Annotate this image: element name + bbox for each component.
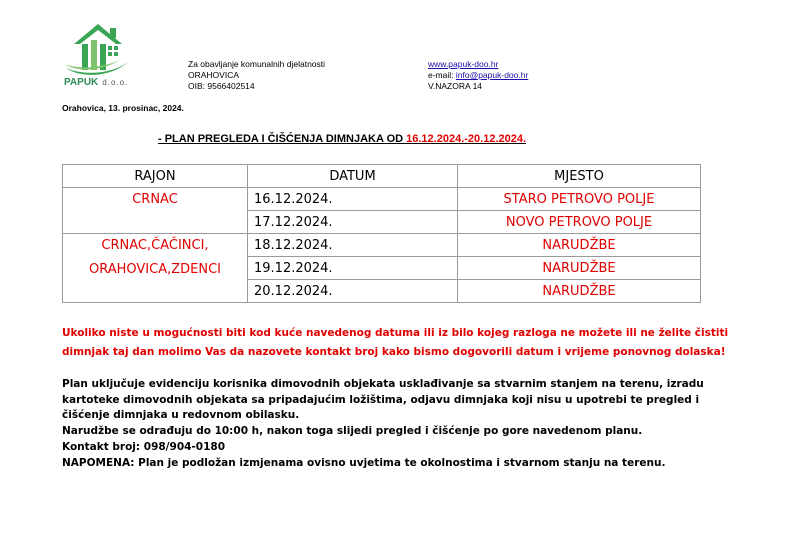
mjesto-cell: NOVO PETROVO POLJE [458,211,701,234]
paragraph-plan-scope: Plan uključuje evidenciju korisnika dimovodnih objekata usklađivanje sa stvarnim stanjem na terenu, izradu kartoteke dimovodnih objekata sa pripadajućim ložištima, odjavu dimnjaka koji nisu u upotrebi te pregled i čišćenje dimnjaka u redovnom obilasku. [62,378,704,422]
company-info [188,59,325,92]
table-row [63,234,701,257]
email-label: e-mail: [428,70,456,80]
header-rajon: RAJON [63,165,248,188]
mjesto-cell: NARUDŽBE [458,257,701,280]
header-datum: DATUM [248,165,458,188]
plan-title-range: 16.12.2024.-20.12.2024. [406,133,527,145]
header-mjesto: MJESTO [458,165,701,188]
paragraph-orders: Narudžbe se odrađuju do 10:00 h, nakon toga slijedi pregled i čišćenje po gore navedenom planu. [62,425,643,438]
datum-cell: 17.12.2024. [248,211,458,234]
company-oib: OIB: 9566402514 [188,81,255,91]
plan-title [158,133,526,145]
plan-description [62,377,742,471]
contact-info [428,59,528,92]
rajon-line-2: ORAHOVICA,ZDENCI [88,262,221,277]
paragraph-contact: Kontakt broj: 098/904-0180 [62,440,226,453]
rajon-line-1: CRNAC,ČAČINCI, [101,238,209,253]
datum-cell: 16.12.2024. [248,188,458,211]
mjesto-cell: NARUDŽBE [458,280,701,303]
mjesto-cell: STARO PETROVO POLJE [458,188,701,211]
rajon-cell: CRNAC [63,188,248,234]
warning-notice: Ukoliko niste u mogućnosti biti kod kuće navedenog datuma ili iz bilo kojeg razloga ne možete ili ne želite čistiti dimnjak taj dan molimo Vas da nazovete kontakt broj kako bismo dogovorili datum i vrijeme ponovnog dolaska! [62,327,729,358]
logo-name: PAPUK [64,77,99,88]
schedule-table [62,164,701,303]
address: V.NAZORA 14 [428,81,483,91]
table-header-row [63,165,701,188]
paragraph-note: NAPOMENA: Plan je podložan izmjenama ovisno uvjetima te okolnostima i stvarnom stanju na terenu. [62,456,666,469]
logo-wordmark [64,77,128,88]
company-line-1: Za obavljanje komunalnih djelatnosti [188,59,326,69]
mjesto-cell: NARUDŽBE [458,234,701,257]
company-line-2: ORAHOVICA [188,70,240,80]
email-link[interactable]: info@papuk-doo.hr [455,70,529,80]
logo-suffix: d.o.o. [102,78,129,87]
plan-title-prefix: - PLAN PREGLEDA I ČIŠĆENJA DIMNJAKA OD [158,133,407,145]
datum-cell: 20.12.2024. [248,280,458,303]
rajon-cell [63,234,248,303]
website-link[interactable]: www.papuk-doo.hr [428,59,499,69]
datum-cell: 19.12.2024. [248,257,458,280]
datum-cell: 18.12.2024. [248,234,458,257]
document-date: Orahovica, 13. prosinac, 2024. [62,103,184,113]
table-row [63,188,701,211]
